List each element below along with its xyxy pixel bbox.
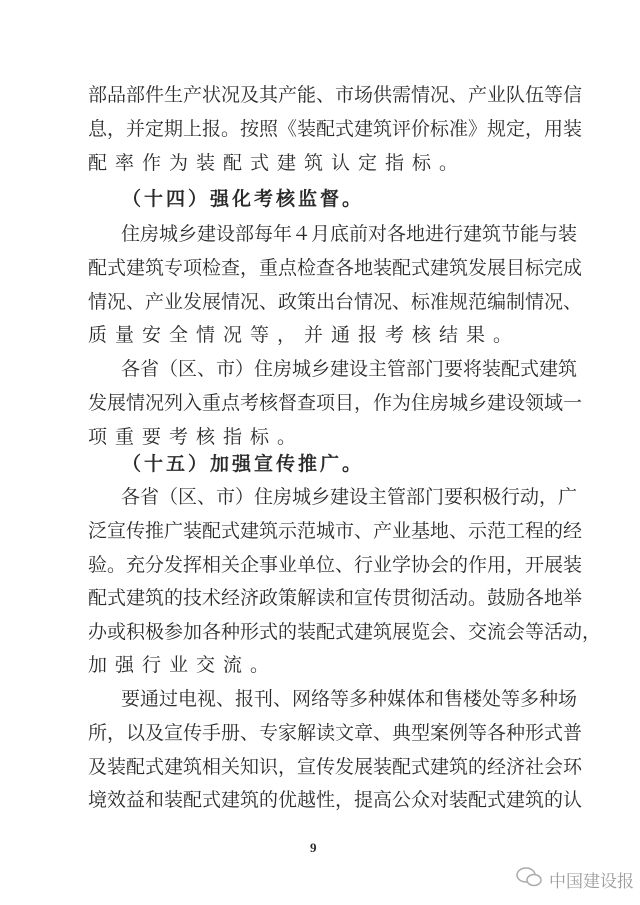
body-line: 境效益和装配式建筑的优越性，提高公众对装配式建筑的认 [88,789,583,811]
body-line: 质量安全情况等，并通报考核结果。 [88,324,521,346]
watermark-text: 中国建设报 [549,872,634,892]
body-line: 办或积极参加各种形式的装配式建筑展览会、交流会等活动， [88,621,602,643]
body-line: 项重要考核指标。 [88,426,305,448]
body-line: 泛宣传推广装配式建筑示范城市、产业基地、示范工程的经 [88,520,583,542]
page-number: 9 [310,840,317,855]
body-line: 部品部件生产状况及其产能、市场供需情况、产业队伍等信 [88,84,583,106]
body-line: 发展情况列入重点考核督查项目，作为住房城乡建设领域一 [88,392,583,414]
body-line: 情况、产业发展情况、政策出台情况、标准规范编制情况、 [88,291,583,313]
body-line: 加强行业交流。 [88,654,278,676]
body-line: 息，并定期上报。按照《装配式建筑评价标准》规定，用装 [88,118,583,140]
watermark [515,866,634,893]
body-line: 各省（区、市）住房城乡建设主管部门要将装配式建筑 [121,358,578,380]
body-line: 要通过电视、报刊、网络等多种媒体和售楼处等多种场 [121,688,578,710]
body-line: 所，以及宣传手册、专家解读文章、典型案例等各种形式普 [88,722,583,744]
wechat-icon [515,866,543,893]
body-line: 及装配式建筑相关知识，宣传发展装配式建筑的经济社会环 [88,756,583,778]
body-line: 配式建筑的技术经济政策解读和宣传贯彻活动。鼓励各地举 [88,587,583,609]
body-line: 配率作为装配式建筑认定指标。 [88,152,467,174]
body-line: 住房城乡建设部每年４月底前对各地进行建筑节能与装 [121,223,578,245]
section-heading: （十五）加强宣传推广。 [122,453,365,475]
section-heading: （十四）强化考核监督。 [122,188,365,210]
body-line: 验。充分发挥相关企事业单位、行业学协会的作用，开展装 [88,554,583,576]
body-line: 各省（区、市）住房城乡建设主管部门要积极行动，广 [121,486,578,508]
body-line: 配式建筑专项检查，重点检查各地装配式建筑发展目标完成 [88,257,583,279]
